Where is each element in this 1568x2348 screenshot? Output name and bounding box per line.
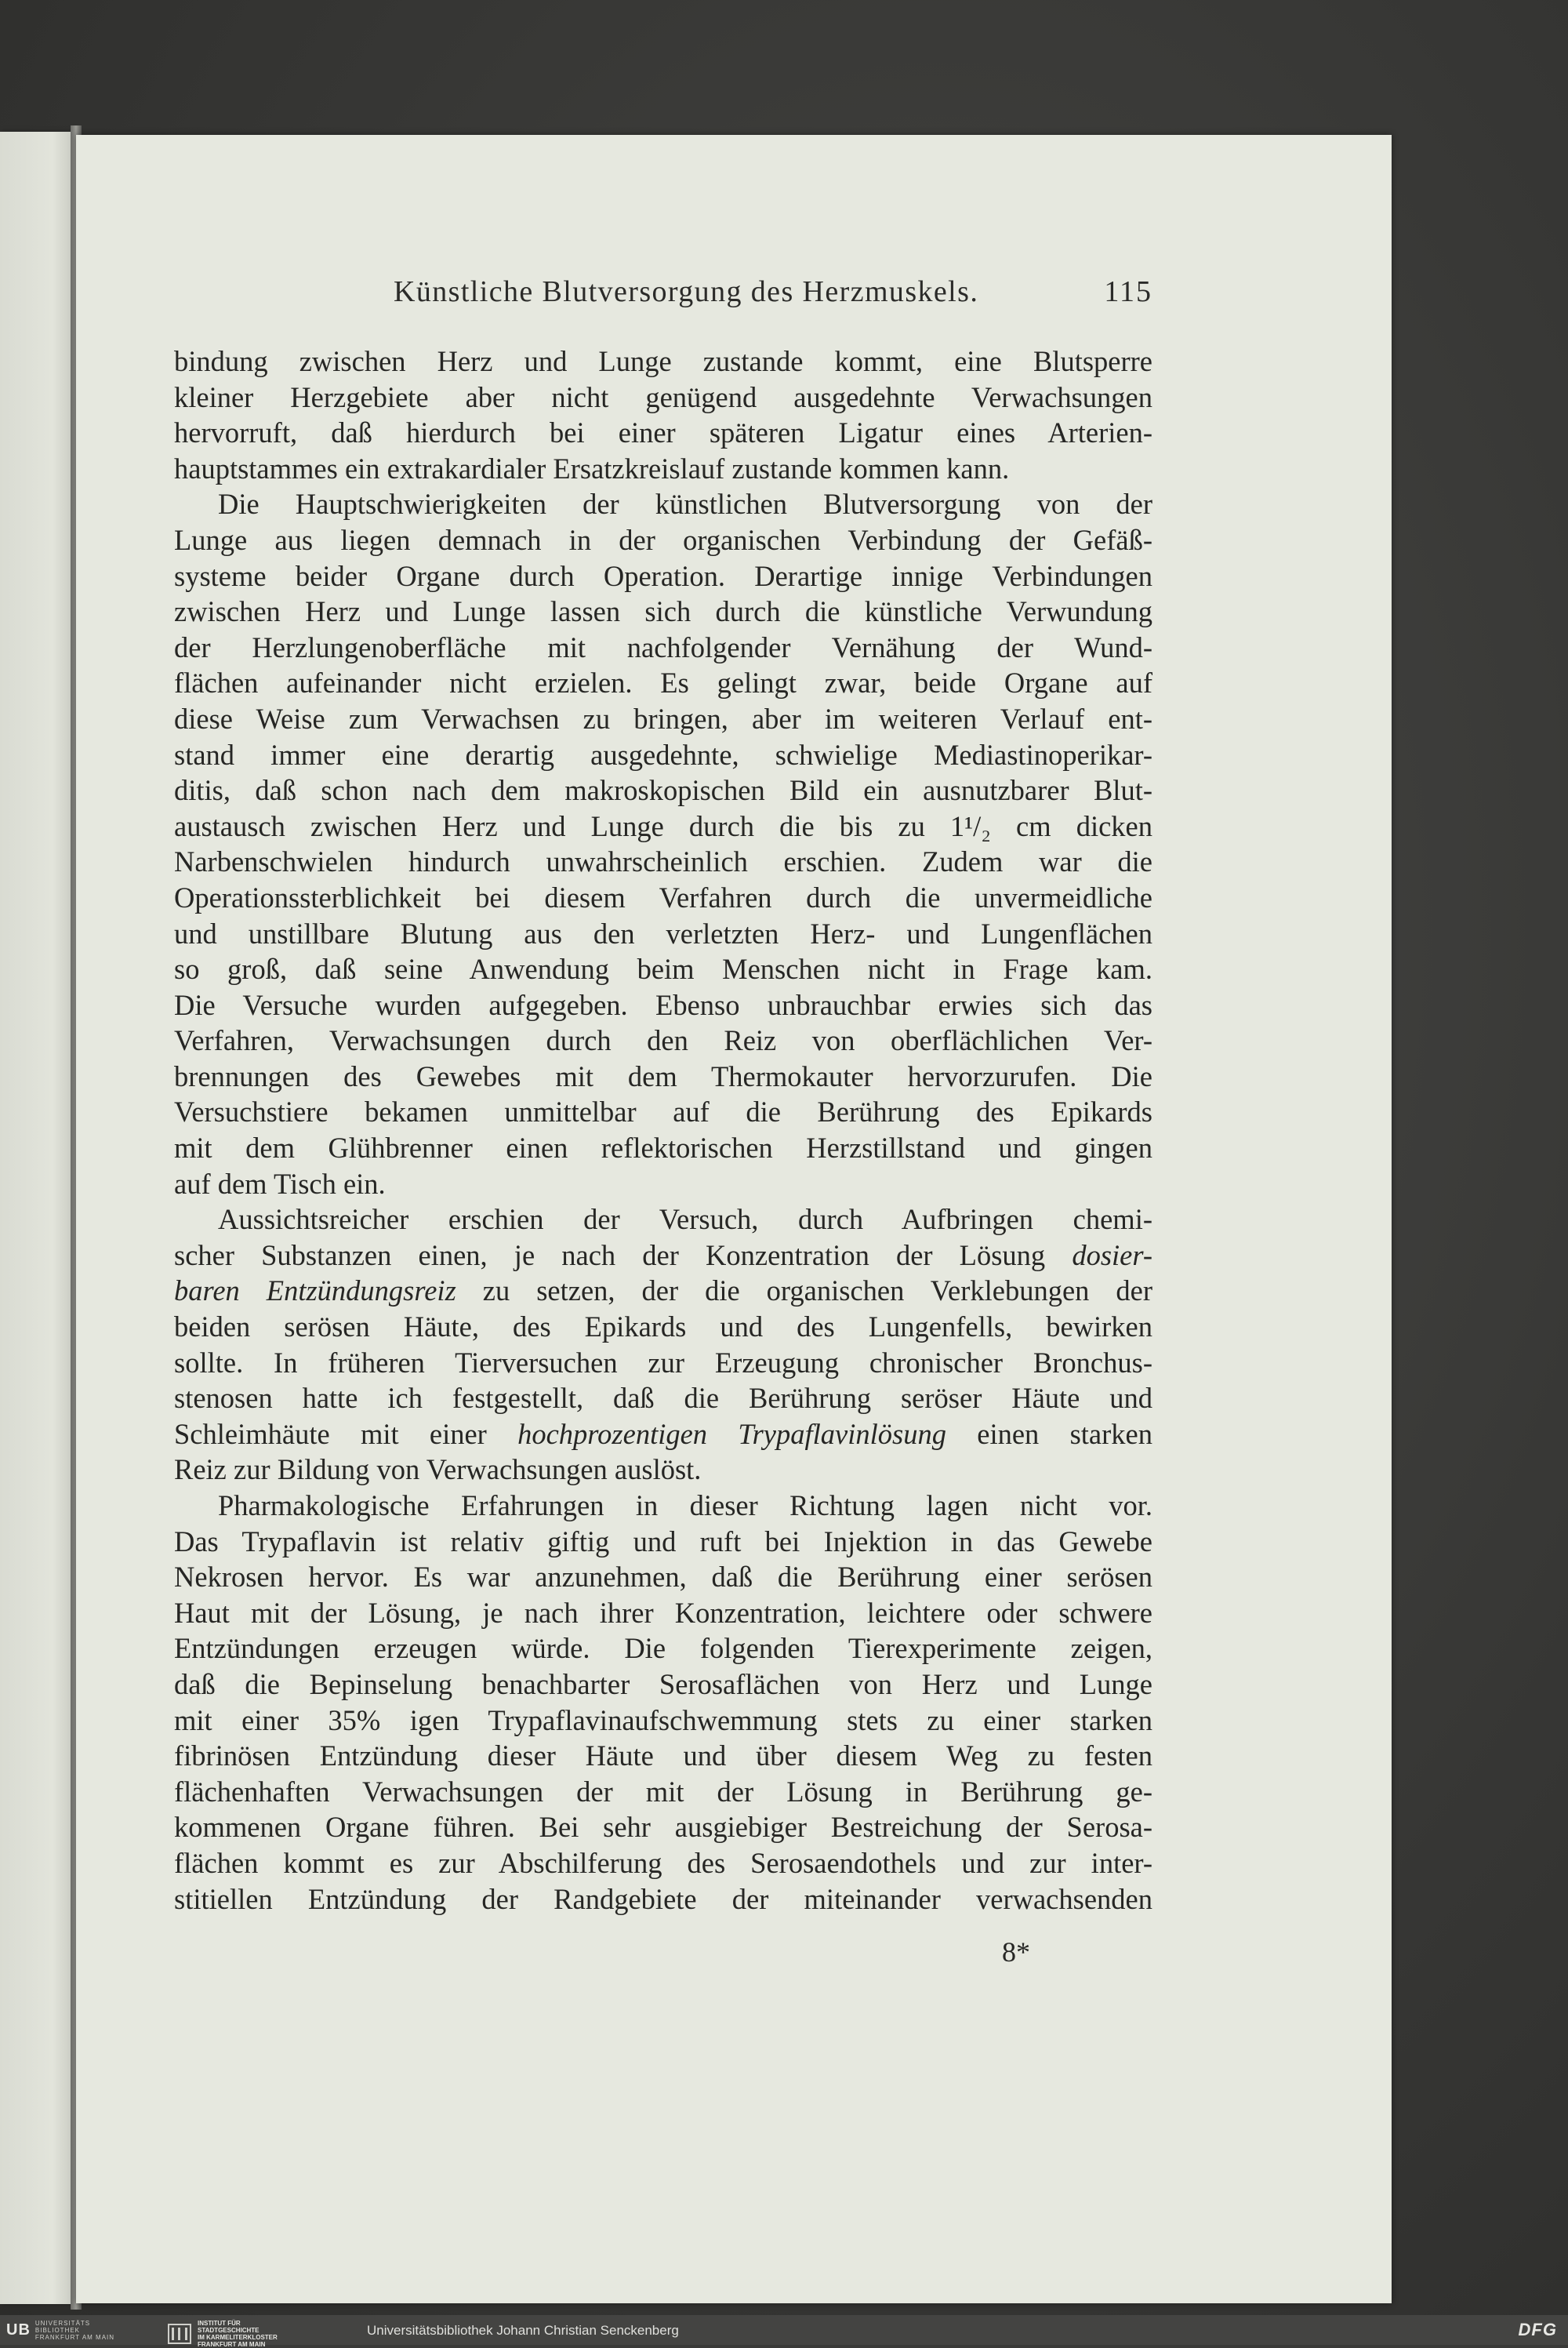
text-line: mit einer 35% igen Trypaflavinaufschwemmung stets zu einer starken bbox=[174, 1703, 1152, 1736]
text-line: kommenen Organe führen. Bei sehr ausgiebiger Bestreichung der Serosa- bbox=[174, 1811, 1152, 1844]
ub-subtitle-line: FRANKFURT AM MAIN bbox=[34, 2333, 115, 2341]
italic-phrase: baren Entzündungsreiz bbox=[174, 1274, 456, 1307]
text-line: und unstillbare Blutung aus den verletzten Herz- und Lungenflächen bbox=[174, 917, 1152, 950]
page-number: 115 bbox=[1104, 275, 1152, 308]
text-line: Entzündungen erzeugen würde. Die folgenden Tierexperimente zeigen, bbox=[174, 1632, 1152, 1665]
text-line: Versuchstiere bekamen unmittelbar auf die Berührung des Epikards bbox=[174, 1096, 1152, 1129]
text-line: mit dem Glühbrenner einen reflektorischen Herzstillstand und gingen bbox=[174, 1132, 1152, 1165]
text-line: Pharmakologische Erfahrungen in dieser Richtung lagen nicht vor. bbox=[218, 1489, 1152, 1521]
text-line: Die Hauptschwierigkeiten der künstlichen Blutversorgung von der bbox=[218, 488, 1152, 521]
text-line: daß die Bepinselung benachbarter Serosaflächen von Herz und Lunge bbox=[174, 1667, 1152, 1700]
text-line: systeme beider Organe durch Operation. Derartige innige Verbindungen bbox=[174, 559, 1152, 592]
running-head bbox=[316, 274, 1152, 322]
dfg-logo[interactable]: DFG bbox=[1518, 2320, 1557, 2339]
text-line: so groß, daß seine Anwendung beim Menschen nicht in Frage kam. bbox=[174, 953, 1152, 986]
text-line: Haut mit der Lösung, je nach ihrer Konzentration, leichtere oder schwere bbox=[174, 1596, 1152, 1629]
isg-text bbox=[198, 2320, 278, 2348]
signature-mark: 8* bbox=[1002, 1936, 1030, 1968]
library-name: Universitätsbibliothek Johann Christian Senckenberg bbox=[367, 2323, 679, 2338]
isg-text-line: FRANKFURT AM MAIN bbox=[198, 2341, 266, 2348]
text-line: stand immer eine derartig ausgedehnte, schwielige Mediastinoperikar- bbox=[174, 738, 1152, 771]
text-line: stitiellen Entzündung der Randgebiete der miteinander verwachsenden bbox=[174, 1882, 1152, 1915]
text-line: kleiner Herzgebiete aber nicht genügend ausgedehnte Verwachsungen bbox=[174, 380, 1152, 413]
text-line: Verfahren, Verwachsungen durch den Reiz von oberflächlichen Ver- bbox=[174, 1024, 1152, 1057]
text-line: bindung zwischen Herz und Lunge zustande kommt, eine Blutsperre bbox=[174, 345, 1152, 377]
text-line: diese Weise zum Verwachsen zu bringen, aber im weiteren Verlauf ent- bbox=[174, 702, 1152, 735]
text-line: Nekrosen hervor. Es war anzunehmen, daß die Berührung einer serösen bbox=[174, 1561, 1152, 1594]
text-line: fibrinösen Entzündung dieser Häute und über diesem Weg zu festen bbox=[174, 1739, 1152, 1772]
isg-text-line: STADTGESCHICHTE bbox=[198, 2327, 260, 2334]
italic-phrase: hochprozentigen Trypaflavinlösung bbox=[517, 1417, 946, 1450]
text-line: Narbenschwielen hindurch unwahrscheinlich erschien. Zudem war die bbox=[174, 845, 1152, 878]
text-line: flächen aufeinander nicht erzielen. Es gelingt zwar, beide Organe auf bbox=[174, 667, 1152, 700]
text-line: stenosen hatte ich festgestellt, daß die Berührung seröser Häute und bbox=[174, 1382, 1152, 1415]
text-segment: zu setzen, der die organischen Verklebungen der bbox=[456, 1274, 1152, 1307]
footer-bar bbox=[0, 2315, 1568, 2348]
text-line: zwischen Herz und Lunge lassen sich durch die künstliche Verwundung bbox=[174, 595, 1152, 628]
text-line: flächen kommt es zur Abschilferung des Serosaendothels und zur inter- bbox=[174, 1846, 1152, 1879]
ub-subtitle-line: BIBLIOTHEK bbox=[34, 2326, 81, 2334]
text-line: Reiz zur Bildung von Verwachsungen auslöst. bbox=[174, 1453, 702, 1486]
text-line: ditis, daß schon nach dem makroskopischen Bild ein ausnutzbarer Blut- bbox=[174, 774, 1152, 807]
text-segment: scher Substanzen einen, je nach der Konzentration der Lösung bbox=[174, 1238, 1073, 1271]
text-line: beiden serösen Häute, des Epikards und des Lungenfells, bewirken bbox=[174, 1310, 1152, 1343]
text-line: Operationssterblichkeit bei diesem Verfahren durch die unvermeidliche bbox=[174, 881, 1152, 914]
text-line: sollte. In früheren Tierversuchen zur Erzeugung chronischer Bronchus- bbox=[174, 1346, 1152, 1379]
text-line: Die Versuche wurden aufgegeben. Ebenso unbrauchbar erwies sich das bbox=[174, 988, 1152, 1021]
text-segment: einen starken bbox=[946, 1417, 1152, 1450]
text-segment: Schleimhäute mit einer bbox=[174, 1417, 518, 1450]
text-line bbox=[174, 1273, 1152, 1309]
text-line: Das Trypaflavin ist relativ giftig und ruft bei Injektion in das Gewebe bbox=[174, 1525, 1152, 1557]
ub-subtitle-line: UNIVERSITÄTS bbox=[34, 2319, 91, 2327]
body-text bbox=[174, 343, 1152, 1917]
text-line: austausch zwischen Herz und Lunge durch die bis zu 1¹/₂ cm dicken bbox=[174, 809, 1152, 842]
ub-badge: UB bbox=[6, 2321, 31, 2339]
isg-text-line: INSTITUT FÜR bbox=[198, 2320, 241, 2327]
facing-page-edge bbox=[0, 132, 75, 2304]
isg-text-line: IM KARMELITERKLOSTER bbox=[198, 2334, 278, 2341]
text-line bbox=[174, 1416, 1152, 1452]
italic-phrase: dosier- bbox=[1072, 1238, 1152, 1271]
text-line: auf dem Tisch ein. bbox=[174, 1167, 386, 1200]
text-line: Lunge aus liegen demnach in der organischen Verbindung der Gefäß- bbox=[174, 523, 1152, 556]
text-line: hauptstammes ein extrakardialer Ersatzkreislauf zustande kommen kann. bbox=[174, 452, 1010, 485]
text-line: hervorruft, daß hierdurch bei einer späteren Ligatur eines Arterien- bbox=[174, 416, 1152, 449]
isg-logo[interactable] bbox=[168, 2320, 278, 2348]
ub-subtitle bbox=[35, 2320, 114, 2341]
running-title: Künstliche Blutversorgung des Herzmuskels. bbox=[394, 275, 979, 308]
text-line: flächenhaften Verwachsungen der mit der Lösung in Berührung ge- bbox=[174, 1775, 1152, 1808]
columns-icon bbox=[168, 2324, 191, 2344]
text-line: Aussichtsreicher erschien der Versuch, durch Aufbringen chemi- bbox=[218, 1203, 1152, 1236]
text-line: der Herzlungenoberfläche mit nachfolgender Vernähung der Wund- bbox=[174, 631, 1152, 663]
text-line bbox=[174, 1238, 1152, 1274]
text-line: brennungen des Gewebes mit dem Thermokauter hervorzurufen. Die bbox=[174, 1060, 1152, 1092]
ub-logo[interactable] bbox=[6, 2321, 114, 2339]
